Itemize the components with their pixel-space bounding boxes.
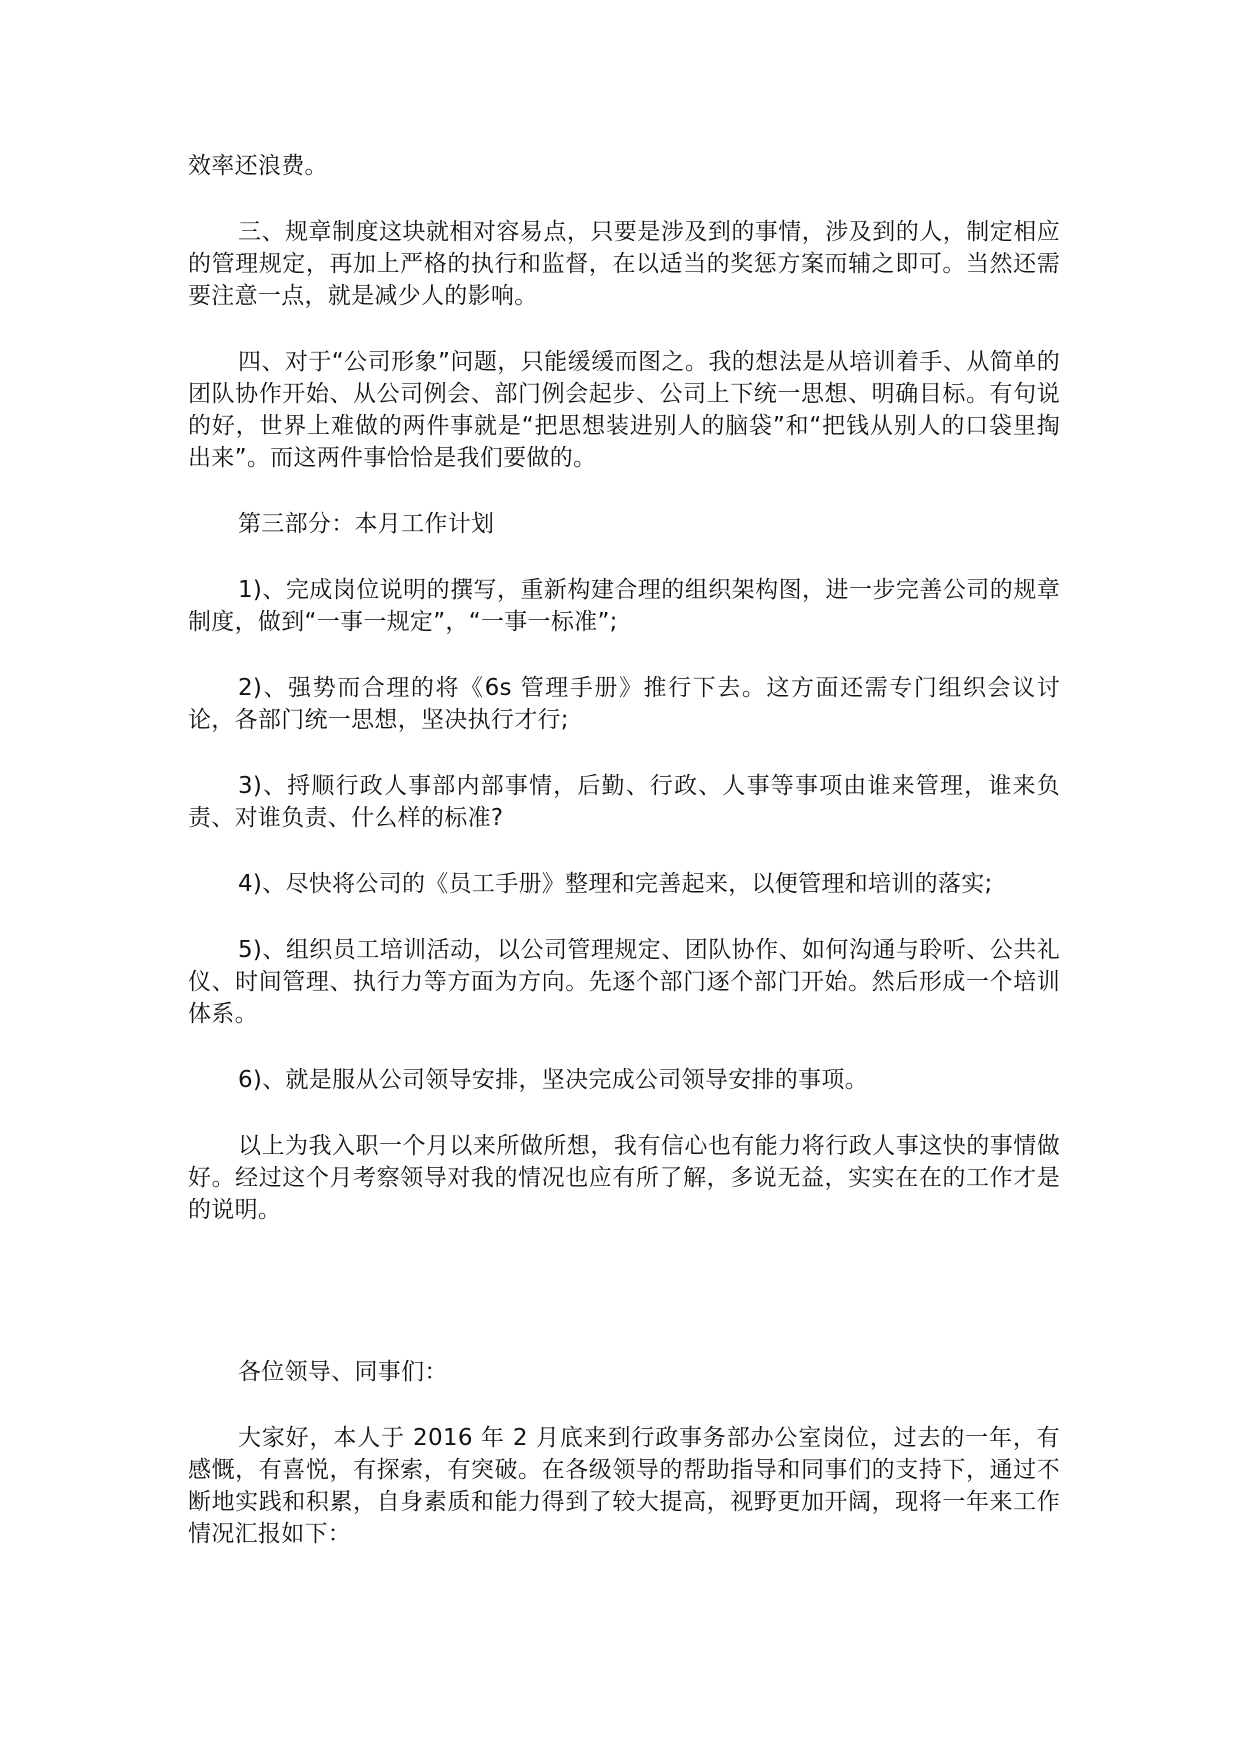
paragraph-greeting: 大家好，本人于 2016 年 2 月底来到行政事务部办公室岗位，过去的一年，有感慨，有喜悦，有探索，有突破。在各级领导的帮助指导和同事们的支持下，通过不断地实践和积累，自身素质和能力得到了较大提高，视野更加开阔，现将一年来工作情况汇报如下： xyxy=(188,1425,1060,1547)
salutation: 各位领导、同事们： xyxy=(238,1359,448,1385)
plan-item-4: 4)、尽快将公司的《员工手册》整理和完善起来，以便管理和培训的落实; xyxy=(238,871,993,897)
paragraph-company-image: 四、对于“公司形象”问题，只能缓缓而图之。我的想法是从培训着手、从简单的团队协作开始、从公司例会、部门例会起步、公司上下统一思想、明确目标。有句说的好，世界上难做的两件事就是“把思想装进别人的脑袋”和“把钱从别人的口袋里掏出来”。而这两件事恰恰是我们要做的。 xyxy=(188,349,1060,471)
section-heading-part-three: 第三部分：本月工作计划 xyxy=(238,511,495,537)
plan-item-6: 6)、就是服从公司领导安排，坚决完成公司领导安排的事项。 xyxy=(238,1067,869,1093)
paragraph-rules: 三、规章制度这块就相对容易点，只要是涉及到的事情，涉及到的人，制定相应的管理规定，再加上严格的执行和监督，在以适当的奖惩方案而辅之即可。当然还需要注意一点，就是减少人的影响。 xyxy=(188,219,1060,309)
paragraph-continuation: 效率还浪费。 xyxy=(188,153,328,179)
paragraph-conclusion: 以上为我入职一个月以来所做所想，我有信心也有能力将行政人事这快的事情做好。经过这个月考察领导对我的情况也应有所了解，多说无益，实实在在的工作才是的说明。 xyxy=(188,1133,1060,1223)
document-page xyxy=(188,150,1060,1550)
plan-item-1: 1)、完成岗位说明的撰写，重新构建合理的组织架构图，进一步完善公司的规章制度，做到“一事一规定”，“一事一标准”; xyxy=(188,577,1060,635)
plan-item-5: 5)、组织员工培训活动，以公司管理规定、团队协作、如何沟通与聆听、公共礼仪、时间管理、执行力等方面为方向。先逐个部门逐个部门开始。然后形成一个培训体系。 xyxy=(188,937,1060,1027)
plan-item-2: 2)、强势而合理的将《6s 管理手册》推行下去。这方面还需专门组织会议讨论，各部门统一思想，坚决执行才行; xyxy=(188,675,1060,733)
plan-item-3: 3)、捋顺行政人事部内部事情，后勤、行政、人事等事项由谁来管理，谁来负责、对谁负责、什么样的标准? xyxy=(188,773,1060,831)
